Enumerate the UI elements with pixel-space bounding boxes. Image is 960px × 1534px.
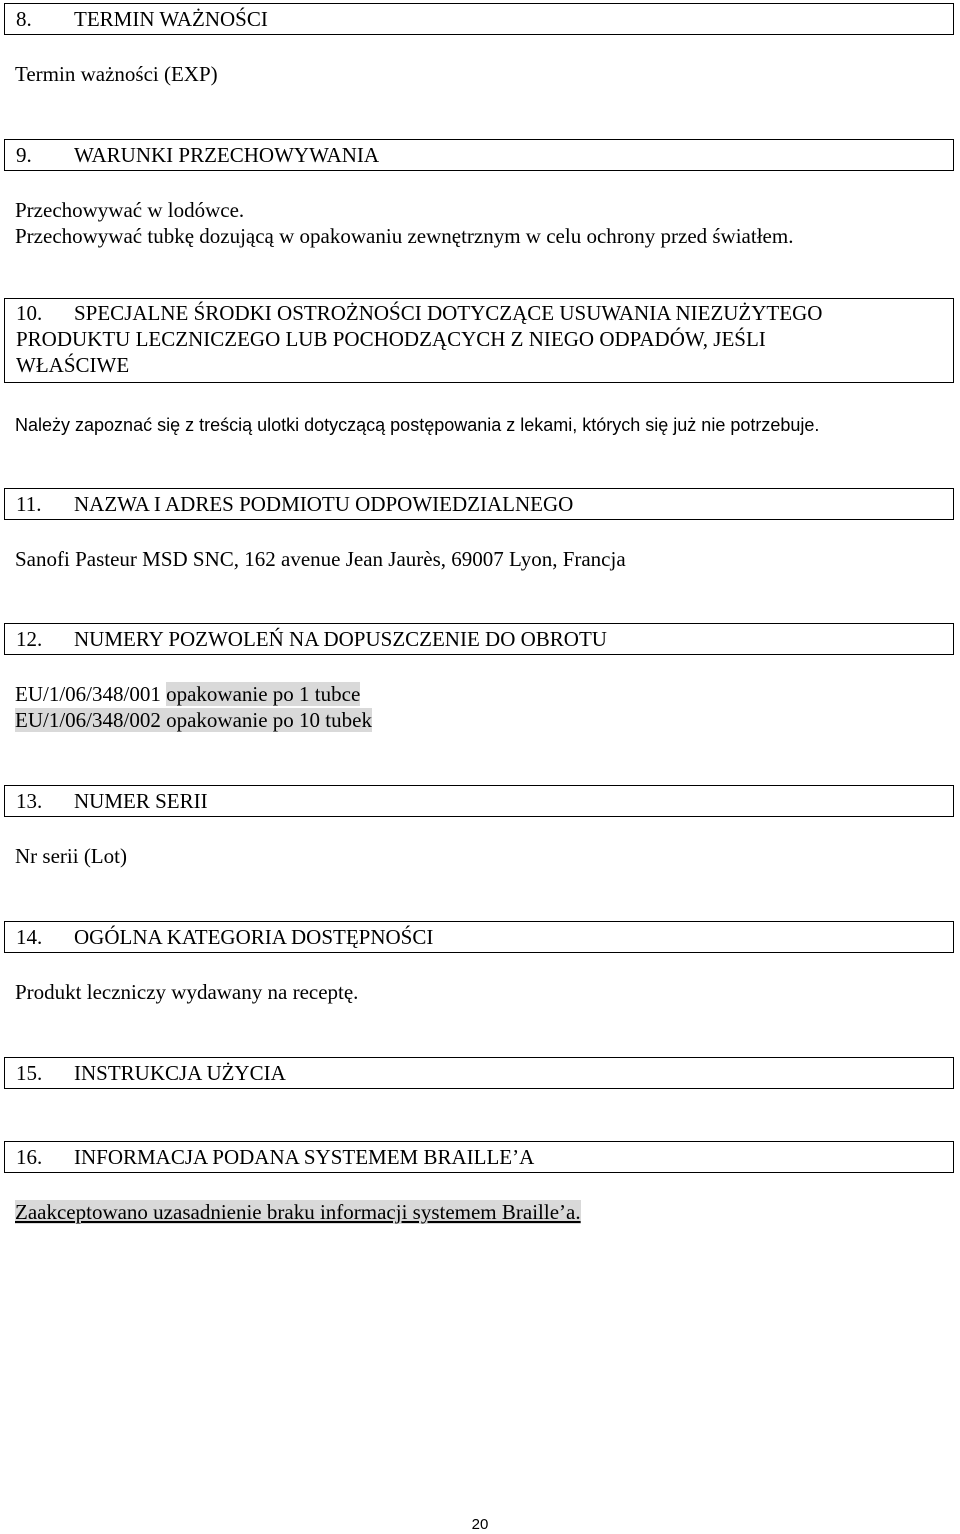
section-title: OGÓLNA KATEGORIA DOSTĘPNOŚCI (74, 925, 434, 949)
section-title: INSTRUKCJA UŻYCIA (74, 1061, 286, 1085)
section-title-line-2: PRODUKTU LECZNICZEGO LUB POCHODZĄCYCH Z NIEGO ODPADÓW, JEŚLI (16, 327, 766, 351)
section-number: 10. (16, 301, 43, 325)
section-number: 13. (16, 789, 43, 813)
section-number: 12. (16, 627, 43, 651)
section-title-line-1: SPECJALNE ŚRODKI OSTROŻNOŚCI DOTYCZĄCE USUWANIA NIEZUŻYTEGO (74, 301, 823, 325)
section-12-header (4, 623, 954, 655)
section-9-line-1: Przechowywać w lodówce. (15, 198, 245, 222)
section-title: NUMERY POZWOLEŃ NA DOPUSZCZENIE DO OBROTU (74, 627, 607, 651)
section-10-body: Należy zapoznać się z treścią ulotki dotyczącą postępowania z lekami, których się już nie potrzebuje. (15, 415, 820, 435)
section-11-header (4, 488, 954, 520)
pack-description: opakowanie po 1 tubce (166, 682, 361, 706)
section-number: 8. (16, 7, 32, 31)
section-9-line-2: Przechowywać tubkę dozującą w opakowaniu zewnętrznym w celu ochrony przed światłem. (15, 224, 794, 248)
section-number: 15. (16, 1061, 43, 1085)
section-10-header (4, 298, 954, 383)
section-16-body-row (15, 1199, 581, 1225)
section-number: 16. (16, 1145, 43, 1169)
section-title: WARUNKI PRZECHOWYWANIA (74, 143, 380, 167)
section-14-body: Produkt leczniczy wydawany na receptę. (15, 980, 359, 1004)
section-title: INFORMACJA PODANA SYSTEMEM BRAILLE’A (74, 1145, 535, 1169)
page-number: 20 (471, 1516, 489, 1533)
section-8-body: Termin ważności (EXP) (15, 62, 218, 86)
section-title-line-3: WŁAŚCIWE (16, 353, 130, 377)
authorization-line: EU/1/06/348/002 opakowanie po 10 tubek (15, 708, 372, 732)
authorization-row-1 (15, 681, 360, 707)
authorization-code: EU/1/06/348/001 (15, 682, 161, 706)
section-8-header (4, 3, 954, 35)
section-9-header (4, 139, 954, 171)
section-number: 9. (16, 143, 32, 167)
section-title: NUMER SERII (74, 789, 208, 813)
section-14-header (4, 921, 954, 953)
section-16-header (4, 1141, 954, 1173)
authorization-row-2 (15, 707, 372, 733)
section-13-header (4, 785, 954, 817)
section-title: NAZWA I ADRES PODMIOTU ODPOWIEDZIALNEGO (74, 492, 574, 516)
section-number: 11. (16, 492, 42, 516)
section-11-body: Sanofi Pasteur MSD SNC, 162 avenue Jean Jaurès, 69007 Lyon, Francja (15, 547, 626, 571)
section-13-body: Nr serii (Lot) (15, 844, 127, 868)
section-15-header (4, 1057, 954, 1089)
section-number: 14. (16, 925, 43, 949)
section-16-body: Zaakceptowano uzasadnienie braku informacji systemem Braille’a. (15, 1200, 581, 1224)
section-title: TERMIN WAŻNOŚCI (74, 7, 268, 31)
